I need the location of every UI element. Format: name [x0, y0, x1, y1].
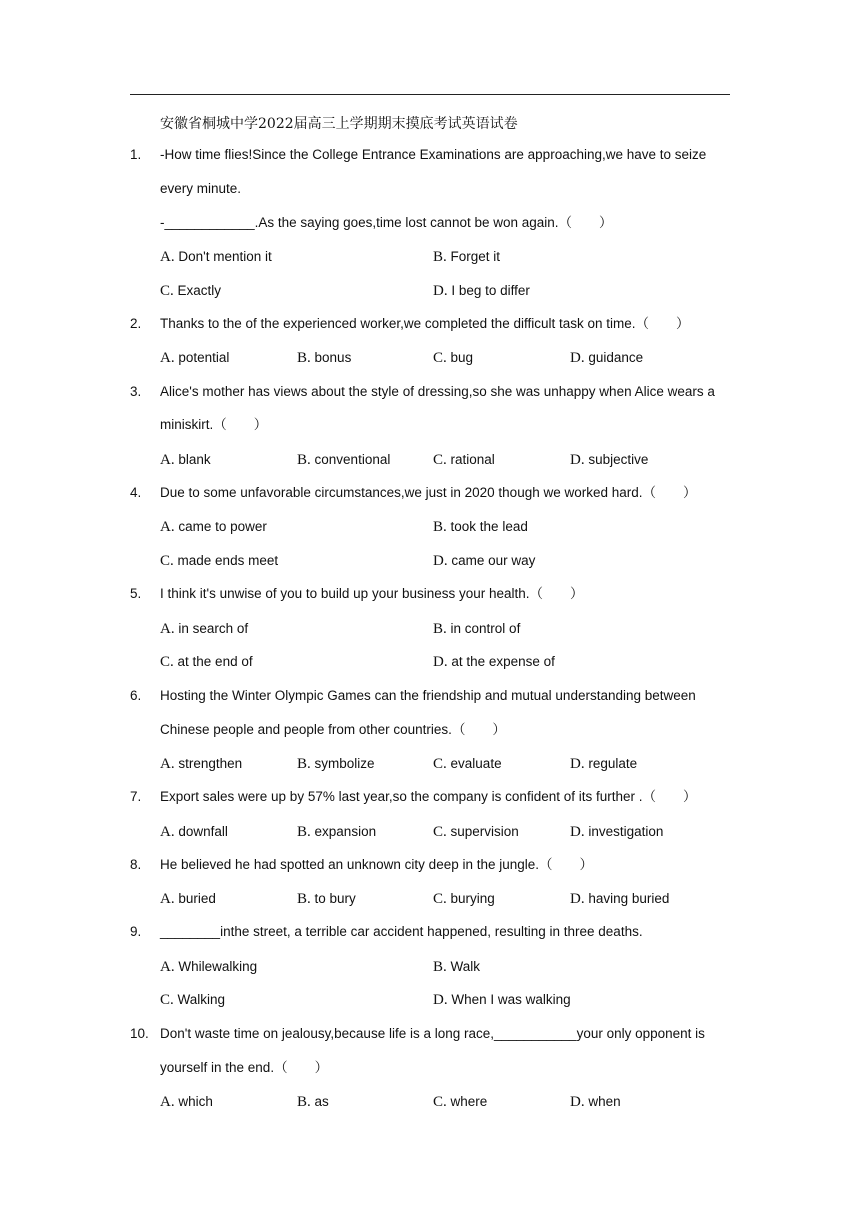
option-a[interactable] [160, 450, 211, 470]
option-text: which [178, 1094, 213, 1109]
option-a[interactable] [160, 247, 272, 267]
option-text: potential [178, 350, 230, 365]
page-title: 安徽省桐城中学2022届高三上学期期末摸底考试英语试卷 [160, 116, 518, 132]
option-letter: A. [160, 756, 175, 772]
option-d[interactable] [570, 1092, 621, 1112]
question-stem-line: Alice's mother has views about the style of dressing,so she was unhappy when Alice wears a [160, 384, 715, 399]
option-letter: B. [433, 621, 447, 637]
option-d[interactable] [570, 822, 663, 842]
question-number: 10. [130, 1026, 149, 1041]
option-letter: D. [570, 452, 585, 468]
question-stem-line: -____________.As the saying goes,time lost cannot be won again.（ ） [160, 215, 613, 230]
option-b[interactable] [297, 348, 351, 368]
option-a[interactable] [160, 1092, 213, 1112]
option-letter: A. [160, 959, 175, 975]
option-text: came our way [451, 553, 536, 568]
option-a[interactable] [160, 348, 229, 368]
option-letter: A. [160, 1094, 175, 1110]
option-b[interactable] [297, 822, 376, 842]
question-stem-line: Don't waste time on jealousy,because life is a long race,___________your only opponent is [160, 1026, 705, 1041]
option-letter: D. [570, 891, 585, 907]
option-d[interactable] [433, 551, 535, 571]
option-text: Walk [450, 959, 481, 974]
option-text: conventional [314, 452, 391, 467]
option-b[interactable] [433, 619, 520, 639]
option-c[interactable] [433, 754, 502, 774]
option-c[interactable] [160, 551, 278, 571]
option-text: in control of [450, 621, 521, 636]
option-letter: B. [297, 891, 311, 907]
option-text: at the end of [177, 654, 253, 669]
option-text: rational [450, 452, 495, 467]
option-a[interactable] [160, 822, 228, 842]
option-c[interactable] [160, 652, 253, 672]
option-letter: A. [160, 350, 175, 366]
option-text: Walking [177, 992, 226, 1007]
option-text: expansion [314, 824, 377, 839]
option-text: Forget it [450, 249, 501, 264]
option-c[interactable] [160, 990, 225, 1010]
option-text: burying [450, 891, 495, 906]
option-letter: C. [160, 992, 174, 1008]
option-letter: C. [160, 654, 174, 670]
option-letter: C. [433, 756, 447, 772]
option-text: bug [450, 350, 474, 365]
option-letter: D. [433, 553, 448, 569]
question-stem-line: -How time flies!Since the College Entrance Examinations are approaching,we have to seize [160, 147, 707, 162]
option-text: investigation [588, 824, 664, 839]
option-text: supervision [450, 824, 519, 839]
option-d[interactable] [433, 281, 530, 301]
option-text: took the lead [450, 519, 528, 534]
option-letter: C. [433, 452, 447, 468]
question-number: 4. [130, 485, 142, 500]
option-b[interactable] [433, 957, 480, 977]
option-d[interactable] [570, 348, 643, 368]
question-number: 6. [130, 688, 142, 703]
option-text: Don't mention it [178, 249, 272, 264]
option-text: in search of [178, 621, 249, 636]
option-letter: D. [570, 756, 585, 772]
option-b[interactable] [297, 889, 356, 909]
option-a[interactable] [160, 517, 267, 537]
option-text: Whilewalking [178, 959, 258, 974]
question-stem-line: Thanks to the of the experienced worker,we completed the difficult task on time.（ ） [160, 316, 690, 331]
option-b[interactable] [297, 450, 390, 470]
option-letter: C. [433, 1094, 447, 1110]
option-letter: B. [297, 350, 311, 366]
option-d[interactable] [433, 652, 555, 672]
option-c[interactable] [433, 348, 473, 368]
option-text: symbolize [314, 756, 375, 771]
option-text: came to power [178, 519, 267, 534]
option-letter: B. [297, 452, 311, 468]
option-text: at the expense of [451, 654, 555, 669]
option-b[interactable] [433, 247, 500, 267]
option-letter: C. [160, 553, 174, 569]
question-stem-line: ________inthe street, a terrible car accident happened, resulting in three deaths. [160, 924, 643, 939]
option-text: evaluate [450, 756, 502, 771]
option-letter: C. [433, 350, 447, 366]
question-stem-line: Chinese people and people from other countries.（ ） [160, 722, 506, 737]
option-text: bonus [314, 350, 352, 365]
option-text: where [450, 1094, 488, 1109]
option-letter: A. [160, 824, 175, 840]
option-letter: B. [297, 1094, 311, 1110]
option-c[interactable] [433, 450, 495, 470]
option-text: subjective [588, 452, 649, 467]
question-stem-line: He believed he had spotted an unknown city deep in the jungle.（ ） [160, 857, 594, 872]
option-a[interactable] [160, 619, 248, 639]
question-number: 9. [130, 924, 142, 939]
option-letter: C. [433, 891, 447, 907]
question-stem-line: Due to some unfavorable circumstances,we just in 2020 though we worked hard.（ ） [160, 485, 697, 500]
option-letter: D. [433, 283, 448, 299]
question-number: 5. [130, 586, 142, 601]
question-number: 7. [130, 789, 142, 804]
option-text: blank [178, 452, 211, 467]
option-letter: D. [433, 992, 448, 1008]
question-number: 3. [130, 384, 142, 399]
question-stem-line: every minute. [160, 181, 242, 196]
option-letter: C. [160, 283, 174, 299]
option-letter: A. [160, 452, 175, 468]
option-letter: B. [297, 756, 311, 772]
option-text: guidance [588, 350, 644, 365]
option-text: I beg to differ [451, 283, 530, 298]
question-stem-line: miniskirt.（ ） [160, 417, 268, 432]
option-text: When I was walking [451, 992, 571, 1007]
option-c[interactable] [433, 822, 519, 842]
option-text: when [588, 1094, 621, 1109]
option-letter: D. [570, 1094, 585, 1110]
header-rule [130, 94, 730, 95]
option-b[interactable] [433, 517, 528, 537]
option-text: strengthen [178, 756, 243, 771]
option-letter: B. [297, 824, 311, 840]
option-text: downfall [178, 824, 228, 839]
option-letter: D. [433, 654, 448, 670]
option-text: buried [178, 891, 216, 906]
option-letter: A. [160, 249, 175, 265]
option-b[interactable] [297, 754, 375, 774]
option-letter: B. [433, 249, 447, 265]
question-stem-line: yourself in the end.（ ） [160, 1060, 329, 1075]
option-letter: A. [160, 519, 175, 535]
question-stem-line: I think it's unwise of you to build up your business your health.（ ） [160, 586, 584, 601]
option-d[interactable] [570, 889, 669, 909]
option-text: made ends meet [177, 553, 279, 568]
option-letter: C. [433, 824, 447, 840]
question-number: 1. [130, 147, 142, 162]
option-c[interactable] [433, 1092, 487, 1112]
question-number: 8. [130, 857, 142, 872]
option-a[interactable] [160, 957, 257, 977]
option-text: as [314, 1094, 329, 1109]
option-text: regulate [588, 756, 638, 771]
option-letter: A. [160, 891, 175, 907]
option-text: having buried [588, 891, 670, 906]
option-b[interactable] [297, 1092, 329, 1112]
option-d[interactable] [570, 450, 648, 470]
option-letter: A. [160, 621, 175, 637]
option-d[interactable] [433, 990, 571, 1010]
option-letter: B. [433, 519, 447, 535]
option-c[interactable] [433, 889, 495, 909]
option-text: to bury [314, 891, 356, 906]
option-text: Exactly [177, 283, 222, 298]
option-letter: D. [570, 824, 585, 840]
option-letter: D. [570, 350, 585, 366]
option-a[interactable] [160, 889, 216, 909]
question-stem-line: Hosting the Winter Olympic Games can the friendship and mutual understanding between [160, 688, 696, 703]
option-c[interactable] [160, 281, 221, 301]
option-letter: B. [433, 959, 447, 975]
question-stem-line: Export sales were up by 57% last year,so the company is confident of its further .（ ） [160, 789, 697, 804]
question-number: 2. [130, 316, 142, 331]
option-a[interactable] [160, 754, 242, 774]
option-d[interactable] [570, 754, 637, 774]
